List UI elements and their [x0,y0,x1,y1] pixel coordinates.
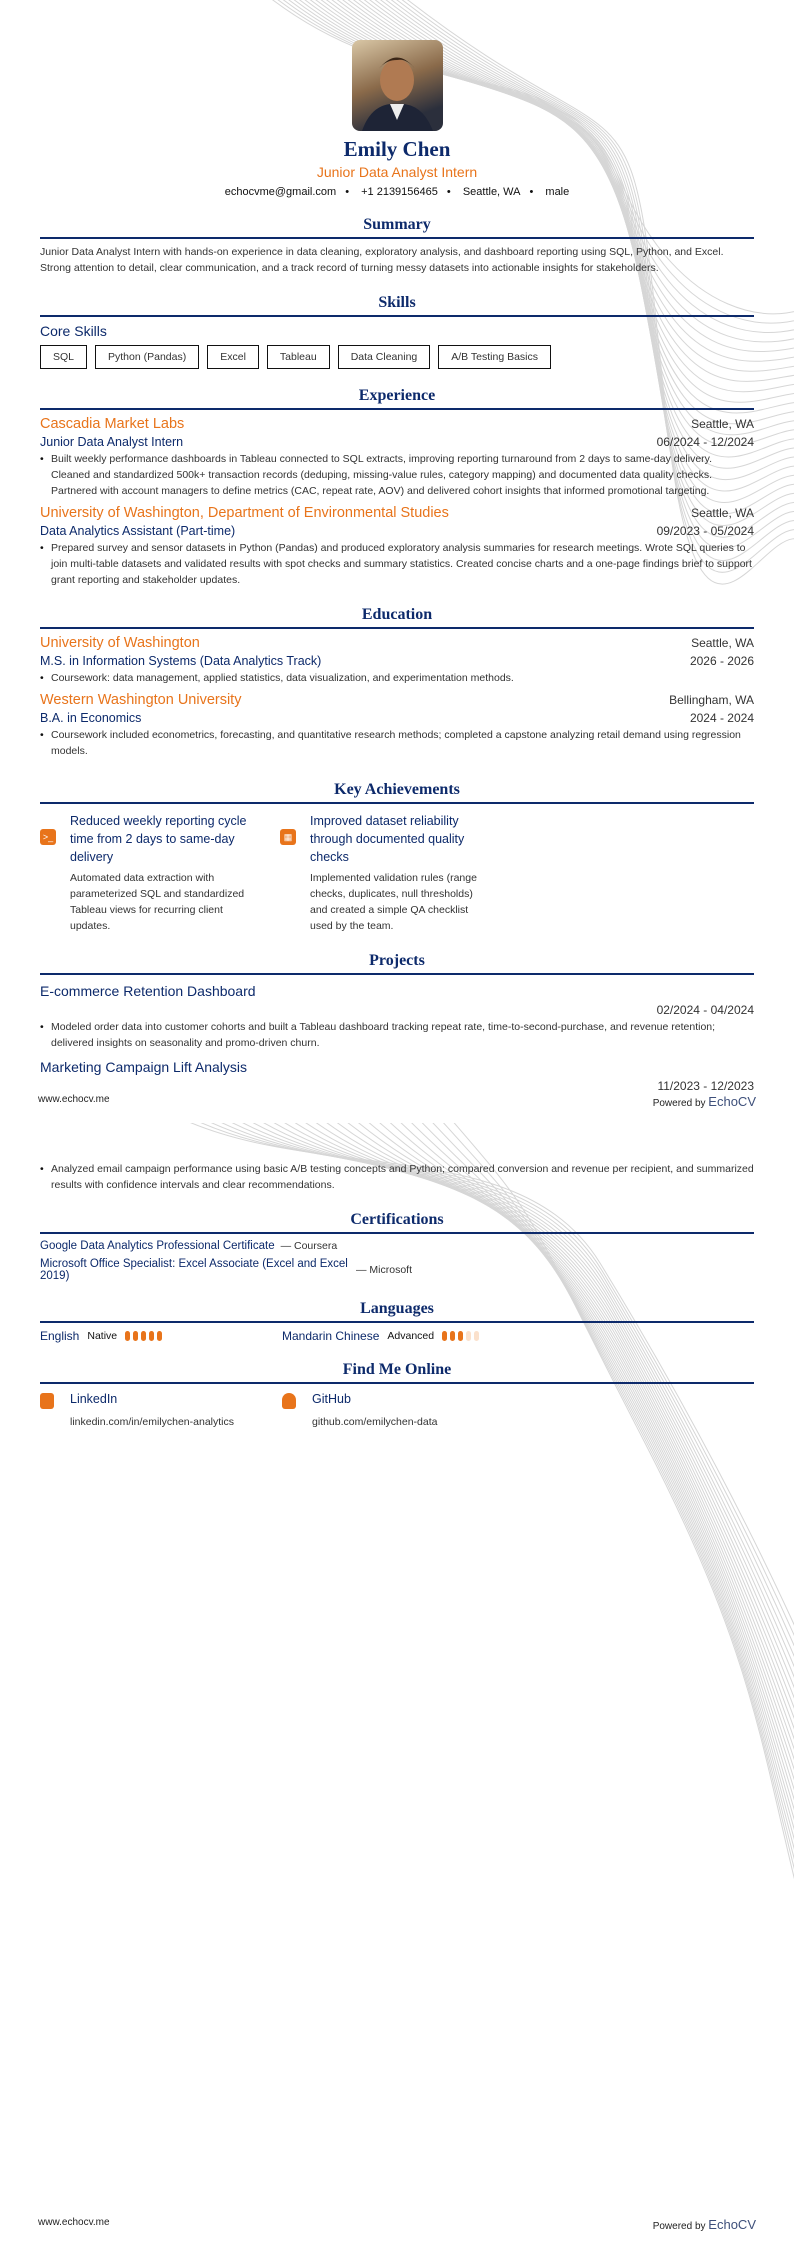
skills-group-title: Core Skills [40,323,107,339]
language-level: Advanced [387,1330,435,1342]
education-bullet: • Coursework: data management, applied statistics, data visualization, and experimentation methods. [40,670,754,686]
degree: B.A. in Economics [40,711,142,725]
page-footer [38,2217,756,2232]
experience-item [40,499,754,588]
project-bullet: • Analyzed email campaign performance using basic A/B testing concepts and Python; compared conversion and revenue per recipient, and summarized results with confidence intervals and clear recommendations. [40,1161,754,1193]
degree: M.S. in Information Systems (Data Analytics Track) [40,654,322,668]
school-name: University of Washington [40,635,200,651]
job-title: Junior Data Analyst Intern [316,164,478,180]
footer-site-link[interactable]: www.echocv.me [38,2217,110,2228]
footer-site-link[interactable]: www.echocv.me [38,1094,110,1105]
section-heading-education: Education [40,606,754,629]
footer-brand[interactable]: EchoCV [708,1094,756,1109]
phone[interactable]: +1 2139156465 [361,186,438,198]
link-item-linkedin[interactable] [40,1392,282,1428]
achievement-desc: Automated data extraction with parameterized SQL and standardized Tableau views for recurring client updates. [70,872,245,932]
achievement-item [280,812,490,934]
job-location: Seattle, WA [691,506,754,520]
education-bullet: • Coursework included econometrics, forecasting, and quantitative research methods; completed a capstone analyzing retail demand using regression models. [40,727,754,759]
page-footer [38,1094,756,1109]
language-item [40,1329,282,1343]
location: Seattle, WA [462,186,521,198]
link-item-github[interactable] [282,1392,524,1428]
achievement-item [40,812,250,934]
gender: male [545,186,570,198]
section-heading-achievements: Key Achievements [40,781,754,804]
cert-name: Google Data Analytics Professional Certificate [40,1240,275,1252]
rating-pip [149,1331,154,1341]
rating-pip [474,1331,479,1341]
project-dates: 02/2024 - 04/2024 [656,1003,754,1017]
job-dates: 09/2023 - 05/2024 [656,524,754,538]
link-url[interactable]: github.com/emilychen-data [312,1416,438,1428]
skill-chip: Tableau [267,345,330,369]
cert-issuer: — Microsoft [356,1264,413,1276]
achievement-title: Improved dataset reliability through documented quality checks [310,814,465,864]
link-name[interactable]: LinkedIn [70,1392,118,1406]
rating-pip [133,1331,138,1341]
section-heading-languages: Languages [40,1300,754,1323]
school-location: Bellingham, WA [669,693,754,707]
linkedin-icon [40,1393,54,1409]
job-bullet: • Built weekly performance dashboards in Tableau connected to SQL extracts, improving reporting turnaround from 2 days to same-day delivery. Cleaned and standardized 500k+ transaction records (deduping, missing-value rules, category mapping) and documented data quality checks. Partnered with account managers to define metrics (CAC, repeat rate, AOV) and delivered cohort insights that informed promotional targeting. [40,451,754,499]
page-2 [0,1123,794,2246]
section-heading-certifications: Certifications [40,1211,754,1234]
language-rating [125,1331,162,1341]
skill-chip: SQL [40,345,87,369]
company-name: Cascadia Market Labs [40,416,185,432]
language-name: English [40,1329,80,1343]
project-name: E-commerce Retention Dashboard [40,983,256,999]
rating-pip [125,1331,130,1341]
skill-chip: A/B Testing Basics [438,345,551,369]
rating-pip [141,1331,146,1341]
project-item [40,1059,754,1093]
github-icon [282,1393,296,1409]
certification-item [40,1258,754,1282]
language-rating [442,1331,479,1341]
skills-list [40,345,754,369]
rating-pip [450,1331,455,1341]
skill-chip: Excel [207,345,259,369]
certification-item [40,1240,754,1252]
terminal-icon: >_ [40,829,56,845]
education-item [40,629,754,686]
cert-issuer: — Coursera [280,1240,338,1252]
section-heading-projects: Projects [40,952,754,975]
school-name: Western Washington University [40,692,242,708]
rating-pip [458,1331,463,1341]
company-name: University of Washington, Department of Environmental Studies [40,505,449,521]
achievement-title: Reduced weekly reporting cycle time from 2 days to same-day delivery [70,814,247,864]
footer-brand[interactable]: EchoCV [708,2217,756,2232]
link-name[interactable]: GitHub [312,1392,351,1406]
online-links [40,1392,754,1428]
achievement-desc: Implemented validation rules (range checks, duplicates, null thresholds) and created a simple QA checklist used by the team. [310,872,477,932]
job-role: Data Analytics Assistant (Part-time) [40,524,236,538]
section-heading-skills: Skills [40,294,754,317]
rating-pip [466,1331,471,1341]
experience-item [40,410,754,499]
cert-name: Microsoft Office Specialist: Excel Associate (Excel and Excel 2019) [40,1258,348,1282]
project-bullet: • Modeled order data into customer cohorts and built a Tableau dashboard tracking repeat rate, time-to-second-purchase, and revenue retention; delivered insights on seasonality and promo-driven churn. [40,1019,754,1051]
school-location: Seattle, WA [691,636,754,650]
contact-line: echocvme@gmail.com • +1 2139156465 • Seattle, WA • male [224,186,570,198]
education-dates: 2024 - 2024 [689,711,754,725]
project-name: Marketing Campaign Lift Analysis [40,1059,247,1075]
language-level: Native [87,1330,118,1342]
language-item [282,1329,524,1343]
section-heading-online: Find Me Online [40,1361,754,1384]
project-dates: 11/2023 - 12/2023 [657,1079,754,1093]
candidate-name: Emily Chen [343,137,451,161]
achievements-list [40,812,754,934]
education-item [40,686,754,759]
rating-pip [442,1331,447,1341]
footer-powered: Powered by [652,1098,706,1109]
section-heading-summary: Summary [40,216,754,239]
summary-text: Junior Data Analyst Intern with hands-on experience in data cleaning, exploratory analysis, and dashboard reporting using SQL, Python, and Excel. Strong attention to detail, clear communication, and a track record of turning messy datasets into actionable insights for stakeholders. [40,246,724,274]
email[interactable]: echocvme@gmail.com [224,186,337,198]
avatar [352,40,443,131]
skill-chip: Data Cleaning [338,345,431,369]
job-bullet: • Prepared survey and sensor datasets in Python (Pandas) and produced exploratory analysis summaries for research meetings. Wrote SQL queries to join multi-table datasets and validated results with spot checks and summary statistics. Created concise charts and a one-page findings brief to support grant reporting and stakeholder updates. [40,540,754,588]
skill-chip: Python (Pandas) [95,345,199,369]
job-role: Junior Data Analyst Intern [40,435,184,449]
link-url[interactable]: linkedin.com/in/emilychen-analytics [70,1416,234,1428]
section-heading-experience: Experience [40,387,754,410]
rating-pip [157,1331,162,1341]
education-dates: 2026 - 2026 [689,654,754,668]
project-item [40,983,754,1051]
job-dates: 06/2024 - 12/2024 [656,435,754,449]
calculator-icon: ▦ [280,829,296,845]
languages-list [40,1329,754,1343]
footer-powered: Powered by [652,2221,706,2232]
job-location: Seattle, WA [691,417,754,431]
language-name: Mandarin Chinese [282,1329,380,1343]
